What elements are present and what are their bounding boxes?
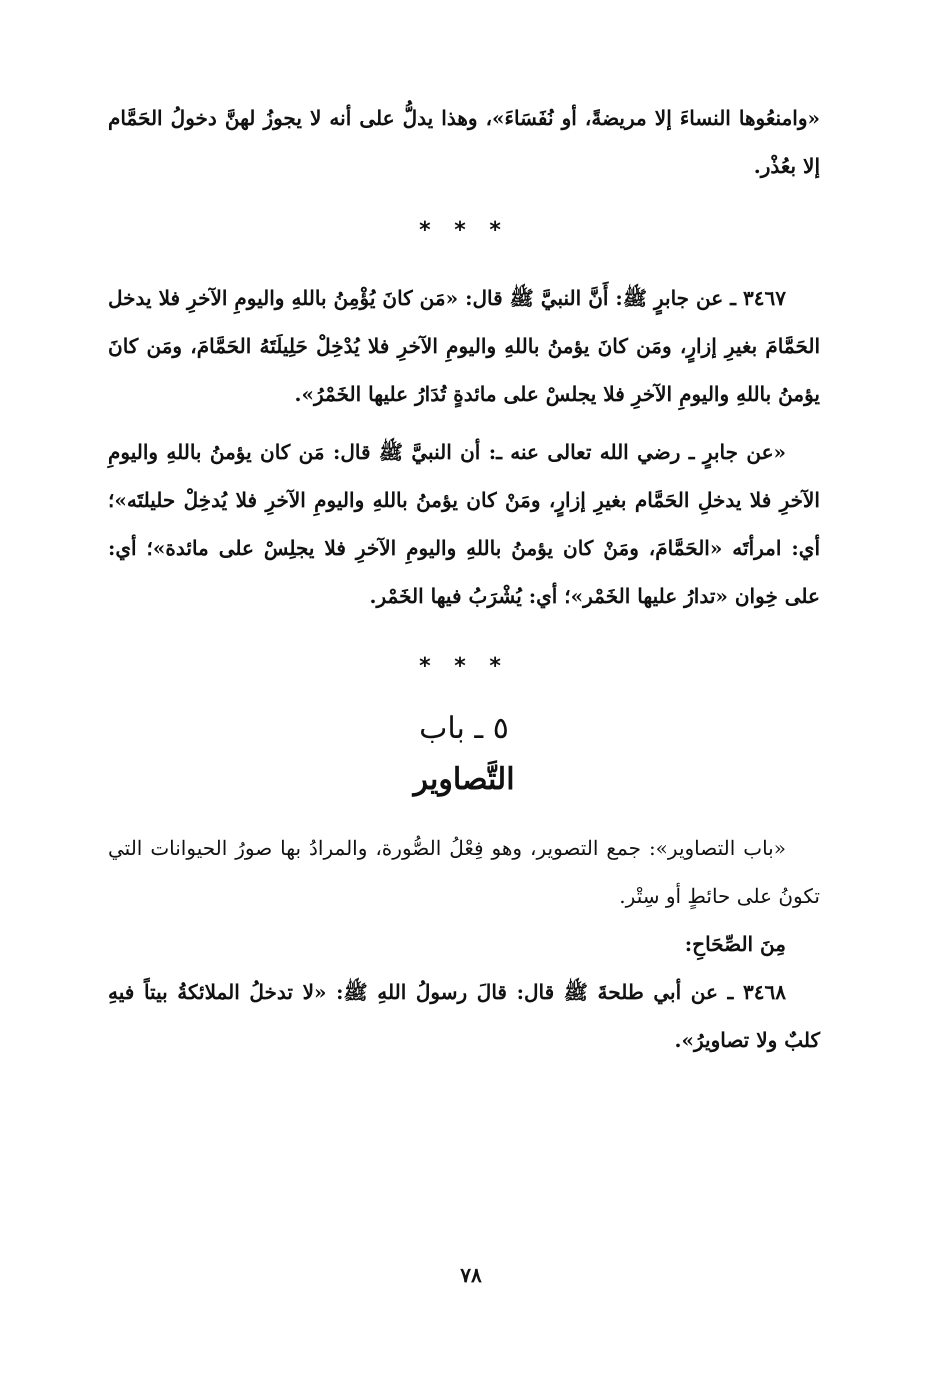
page-number: ٧٨ bbox=[460, 1263, 482, 1287]
hadith-3467: ٣٤٦٧ ـ عن جابرٍ ﷺ: أَنَّ النبيَّ ﷺ قال: «مَن كانَ يُؤْمِنُ باللهِ واليومِ الآخرِ فلا يدخل الحَمَّامَ بغيرِ إزارٍ، ومَن كانَ يؤمنُ باللهِ واليومِ الآخرِ فلا يُدْخِلْ حَلِيلَتَهُ الحَمَّامَ، ومَن كانَ يؤمنُ باللهِ واليومِ الآخرِ فلا يجلسْ على مائدةٍ تُدَارُ عليها الخَمْرُ». bbox=[108, 286, 820, 406]
chapter-intro: «باب التصاوير»: جمع التصوير، وهو فِعْلُ الصُّورة، والمرادُ بها صورُ الحيوانات التي تكونُ على حائطٍ أو سِتْر. bbox=[108, 836, 820, 908]
section-separator: * * * bbox=[419, 654, 509, 679]
section-label: مِنَ الصِّحَاحِ: bbox=[684, 932, 786, 956]
page-body bbox=[108, 88, 820, 1348]
hadith-3468: ٣٤٦٨ ـ عن أبي طلحةَ ﷺ قال: قالَ رسولُ اللهِ ﷺ: «لا تدخلُ الملائكةُ بيتاً فيهِ كلبٌ ولا تصاويرُ». bbox=[108, 980, 820, 1052]
section-separator: * * * bbox=[419, 218, 509, 243]
paragraph-gap bbox=[108, 418, 820, 428]
chapter-title: التَّصاوير bbox=[413, 762, 515, 797]
commentary-3467: «عن جابرٍ ـ رضي الله تعالى عنه ـ: أن النبيَّ ﷺ قال: مَن كان يؤمنُ باللهِ واليومِ الآخرِ فلا يدخلِ الحَمَّام بغيرِ إزارٍ، ومَنْ كان يؤمنُ باللهِ واليومِ الآخرِ فلا يُدخِلْ حليلتَه»؛ أي: امرأتَه «الحَمَّامَ، ومَنْ كان يؤمنُ باللهِ واليومِ الآخرِ فلا يجلِسْ على مائدة»؛ أي: على خِوان «تدارُ عليها الخَمْر»؛ أي: يُشْرَبُ فيها الخَمْر. bbox=[108, 440, 820, 608]
chapter-number: ٥ ـ باب bbox=[419, 711, 509, 746]
top-paragraph: «وامنعُوها النساءَ إلا مريضةً، أو نُفَسَاءَ»، وهذا يدلُّ على أنه لا يجوزُ لهنَّ دخولُ الحَمَّام إلا بعُذْر. bbox=[108, 106, 820, 178]
